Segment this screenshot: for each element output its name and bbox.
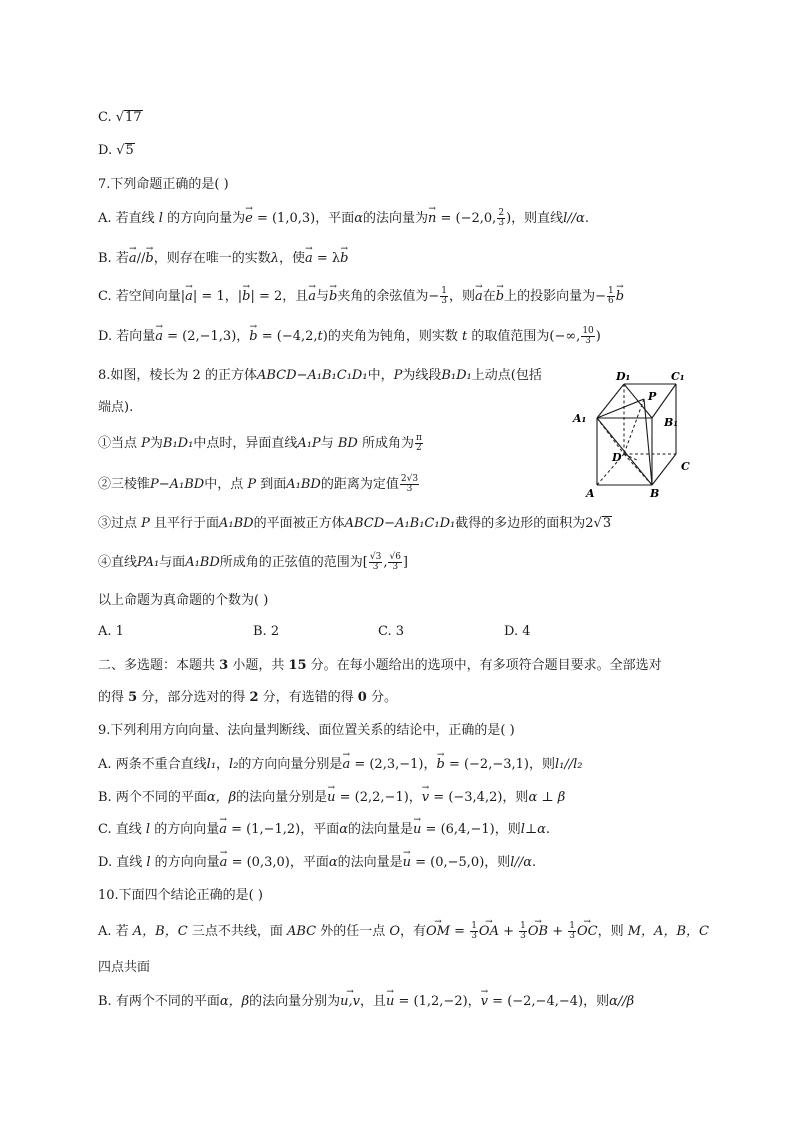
section2-header-line1: 二、多选题：本题共 3 小题，共 15 分。在每小题给出的选项中，有多项符合题目要求。全部选对 bbox=[98, 658, 662, 673]
q7-option-a: A. 若直线 l 的方向向量为→ e = (1,0,3)，平面α的法向量为→ n = (−2,0, $\frac{2}{3}$ )，则直线l//α. bbox=[98, 209, 589, 229]
q10-option-a-cont: 四点共面 bbox=[98, 960, 151, 975]
option-d-prev: D. √5 bbox=[98, 143, 134, 158]
label-p: P bbox=[648, 390, 657, 403]
q8-options bbox=[98, 624, 698, 644]
edge-bc bbox=[652, 454, 676, 485]
label-d1: D₁ bbox=[616, 370, 631, 383]
q8-statement-4: ④直线PA₁与面A₁BD所成角的正弦值的范围为[ $\frac{√3}{3}$ , $\frac{√6}{3}$ ] bbox=[98, 552, 408, 572]
label-c1: C₁ bbox=[671, 370, 685, 383]
q9-option-b: B. 两个不同的平面α，β的法向量分别是→ u = (2,2,−1)，→ v = (−3,4,2)，则α ⊥ β bbox=[98, 788, 565, 808]
q8-option-d[interactable]: D. 4 bbox=[504, 624, 531, 639]
q8-statement-3: ③过点 P 且平行于面A₁BD的平面被正方体ABCD−A₁B₁C₁D₁截得的多边形的面积为2√3 bbox=[98, 516, 612, 531]
q8-stem: 8.如图，棱长为 2 的正方体ABCD−A₁B₁C₁D₁中，P为线段B₁D₁上动点(包括 bbox=[98, 368, 542, 383]
line-a1d-hidden bbox=[597, 418, 624, 454]
label-c: C bbox=[681, 460, 690, 473]
q9-stem: 9.下列利用方向向量、法向量判断线、面位置关系的结论中，正确的是( ) bbox=[98, 723, 515, 738]
q7-option-d: D. 若向量→ a = (2,−1,3)，→ b = (−4,2,t)的夹角为钝角，则实数 t 的取值范围为(−∞, $\frac{10}{3}$ ) bbox=[98, 327, 601, 347]
sqrt-5: 5 bbox=[125, 143, 134, 158]
cube-figure bbox=[570, 366, 700, 501]
q10-option-a: A. 若 A，B，C 三点不共线，面 ABC 外的任一点 O，有→ OM = $\frac{1}{3}$ → OA + $\frac{1}{3}$ → OB + $\frac{1}{3}$ → OC，则 M，A，B，C bbox=[98, 922, 709, 942]
q9-option-a: A. 两条不重合直线l₁，l₂的方向向量分别是→ a = (2,3,−1)，→ b = (−2,−3,1)，则l₁//l₂ bbox=[98, 755, 582, 775]
q8-summary: 以上命题为真命题的个数为( ) bbox=[98, 593, 269, 608]
label-a: A bbox=[586, 487, 595, 500]
label-d: D bbox=[612, 451, 622, 464]
frac-2-3: $\frac{2}{3}$ bbox=[498, 208, 505, 228]
q8-statement-1: ①当点 P为B₁D₁中点时，异面直线A₁P与 BD 所成角为 $\frac{\pi}{2}$ bbox=[98, 433, 422, 453]
q8-option-c[interactable]: C. 3 bbox=[378, 624, 405, 639]
q8-option-b[interactable]: B. 2 bbox=[253, 624, 280, 639]
q8-stem-cont: 端点). bbox=[98, 400, 134, 415]
label-a1: A₁ bbox=[573, 412, 587, 425]
q10-stem: 10.下面四个结论正确的是( ) bbox=[98, 888, 263, 903]
line-db-hidden bbox=[624, 454, 652, 485]
q7-option-c: C. 若空间向量|→ a| = 1，|→ b| = 2，且→ a与→ b夹角的余弦值为− $\frac{1}{3}$ ，则→ a在→ b上的投影向量为− $\frac{1}{6}$ → b bbox=[98, 287, 624, 307]
line-pb bbox=[644, 399, 652, 485]
q7-option-b: B. 若→ a//→ b，则存在唯一的实数λ，使→ a = λ→ b bbox=[98, 249, 348, 269]
sqrt-17: 17 bbox=[125, 110, 142, 125]
section2-header-line2: 的得 5 分，部分选对的得 2 分，有选错的得 0 分。 bbox=[98, 690, 397, 705]
label-b1: B₁ bbox=[664, 416, 679, 429]
q8-statement-2: ②三棱锥P−A₁BD中，点 P 到面A₁BD的距离为定值 $\frac{2√3}{3}$ bbox=[98, 474, 419, 494]
q9-option-c: C. 直线 l 的方向向量→ a = (1,−1,2)，平面α的法向量是→ u = (6,4,−1)，则l⊥α. bbox=[98, 820, 550, 840]
q9-option-d: D. 直线 l 的方向向量→ a = (0,3,0)，平面α的法向量是→ u = (0,−5,0)，则l//α. bbox=[98, 853, 536, 873]
q10-option-b: B. 有两个不同的平面α，β的法向量分别为→ u,v，且→ u = (1,2,−2)，→ v = (−2,−4,−4)，则α//β bbox=[98, 992, 634, 1012]
label-b: B bbox=[650, 487, 660, 500]
q8-option-a[interactable]: A. 1 bbox=[98, 624, 124, 639]
option-c-prev: C. √17 bbox=[98, 110, 142, 125]
line-pd-hidden bbox=[624, 399, 644, 454]
q7-stem: 7.下列命题正确的是( ) bbox=[98, 177, 229, 192]
